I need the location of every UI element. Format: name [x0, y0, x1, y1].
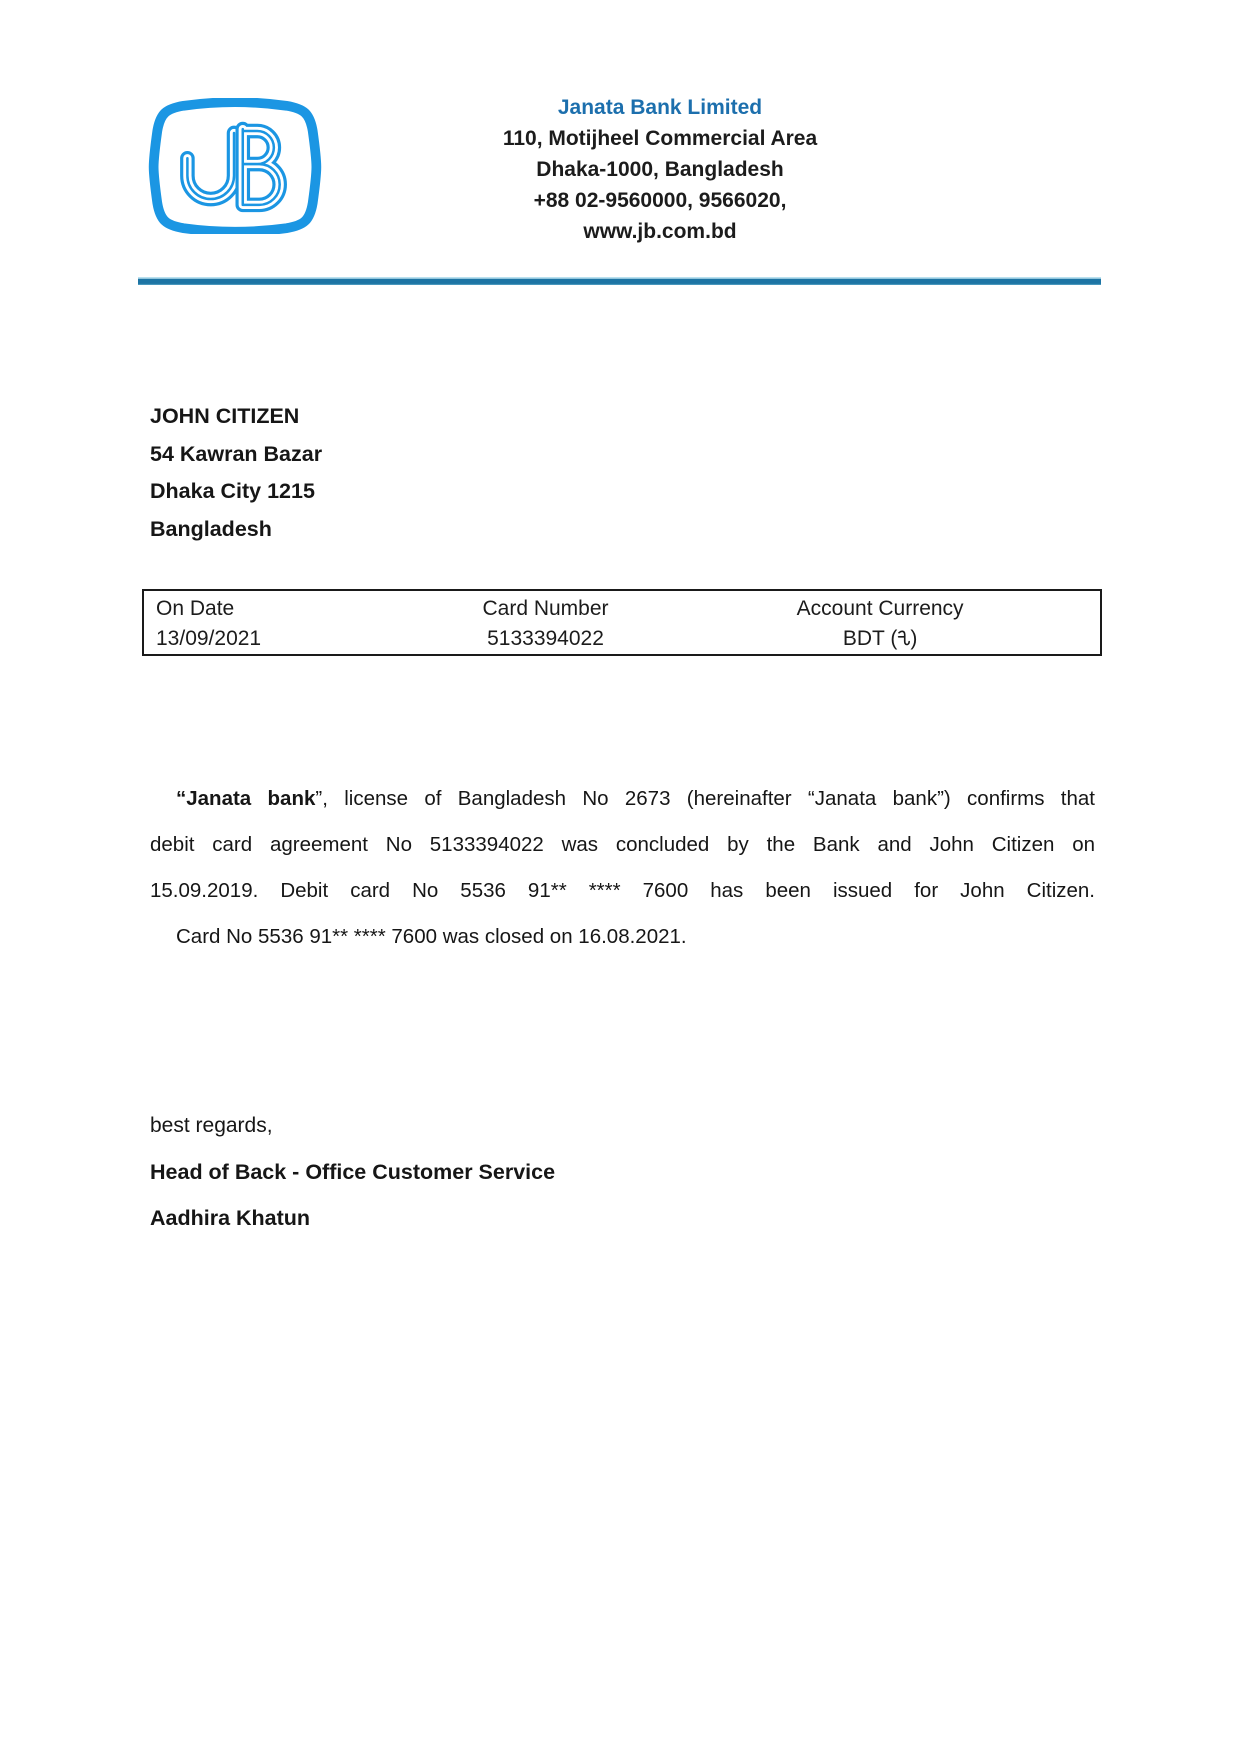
- bank-name: Janata Bank Limited: [557, 96, 763, 119]
- table-value-card-number: 5133394022: [487, 627, 604, 650]
- signature-block: [150, 1103, 555, 1241]
- currency-code: BDT (: [842, 627, 898, 650]
- letter-line-4: Card No 5536 91** **** 7600 was closed on 16.08.2021.: [176, 925, 687, 948]
- taka-sign-icon: [897, 628, 910, 648]
- recipient-country: Bangladesh: [150, 516, 272, 541]
- bank-address-line-1: 110, Motijheel Commercial Area: [502, 127, 818, 150]
- recipient-address-line-1: 54 Kawran Bazar: [150, 441, 323, 466]
- table-header-card-number: Card Number: [482, 597, 609, 620]
- table-header-on-date: On Date: [156, 597, 235, 620]
- bank-header: [150, 92, 1170, 247]
- table-value-on-date: 13/09/2021: [156, 627, 262, 650]
- header-divider: [138, 277, 1101, 285]
- bank-phone: +88 02-9560000, 9566020,: [533, 189, 787, 212]
- closing-text: best regards,: [150, 1114, 273, 1137]
- letter-line-1: “Janata bank”, license of Bangladesh No 2673 (hereinafter “Janata bank”) confirms that: [176, 787, 1096, 810]
- bank-address-line-2: Dhaka-1000, Bangladesh: [536, 158, 784, 181]
- recipient-address-line-2: Dhaka City 1215: [150, 479, 315, 503]
- sender-name: Aadhira Khatun: [150, 1206, 311, 1230]
- recipient-block: [150, 398, 322, 548]
- table-header-account-currency: Account Currency: [796, 597, 964, 620]
- letter-line-3: 15.09.2019. Debit card No 5536 91** **** 7600 has been issued for John Citizen.: [150, 879, 1095, 902]
- bank-website: www.jb.com.bd: [583, 220, 737, 243]
- letter-line-2: debit card agreement No 5133394022 was concluded by the Bank and John Citizen on: [150, 833, 1095, 856]
- table-value-account-currency: [660, 627, 1100, 651]
- currency-close-paren: ): [910, 627, 918, 650]
- sender-title: Head of Back - Office Customer Service: [150, 1160, 556, 1184]
- letter-body: [150, 776, 1095, 960]
- recipient-name: JOHN CITIZEN: [150, 404, 300, 428]
- card-info-table: [142, 589, 1102, 656]
- bank-name-quoted: “Janata bank: [176, 787, 316, 810]
